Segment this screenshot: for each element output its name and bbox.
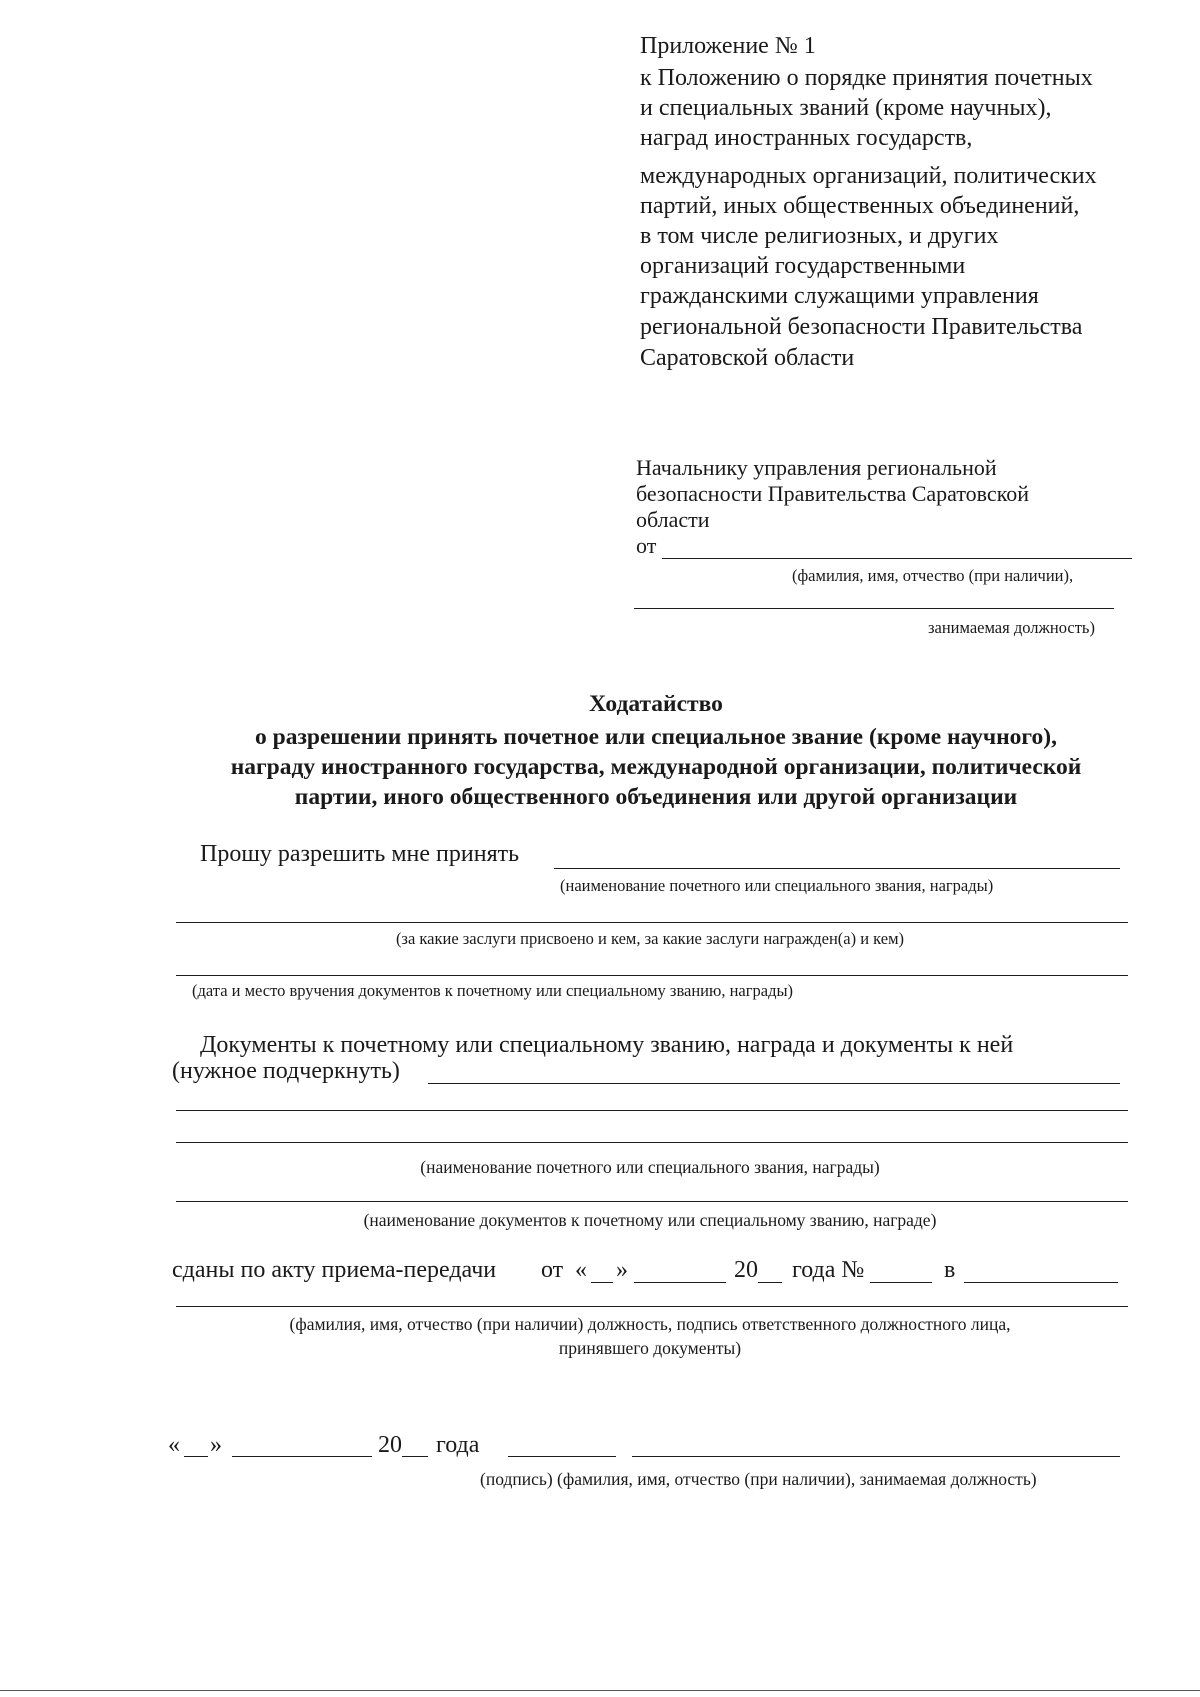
request-text: Прошу разрешить мне принять xyxy=(200,841,520,867)
signature-caption: (подпись) (фамилия, имя, отчество (при наличии), занимаемая должность) xyxy=(480,1469,1037,1489)
act-number-field[interactable] xyxy=(870,1282,932,1283)
document-title: Ходатайство xyxy=(589,691,723,717)
addressee-line: Начальнику управления региональной xyxy=(636,455,997,480)
sign-year-word: года xyxy=(436,1432,480,1458)
appendix-line: организаций государственными xyxy=(640,253,966,279)
documents-field[interactable] xyxy=(176,1142,1128,1143)
from-position-field[interactable] xyxy=(634,608,1114,609)
award-name-field[interactable] xyxy=(554,868,1120,869)
merits-field[interactable] xyxy=(176,922,1128,923)
appendix-line: в том числе религиозных, и других xyxy=(640,223,999,249)
sign-day-field[interactable] xyxy=(184,1456,208,1457)
signer-name-field[interactable] xyxy=(632,1456,1120,1457)
act-caption-line: (фамилия, имя, отчество (при наличии) должность, подпись ответственного должностного лица, xyxy=(289,1314,1011,1334)
signature-field[interactable] xyxy=(508,1456,616,1457)
act-day-field[interactable] xyxy=(591,1282,613,1283)
from-position-caption: занимаемая должность) xyxy=(928,618,1095,637)
sign-month-field[interactable] xyxy=(232,1456,372,1457)
act-quote-close: » xyxy=(616,1257,628,1283)
appendix-line: Саратовской области xyxy=(640,345,855,371)
addressee-line: области xyxy=(636,507,710,532)
sign-quote-open: « xyxy=(168,1432,180,1458)
appendix-line: международных организаций, политических xyxy=(640,163,1097,189)
appendix-line: партий, иных общественных объединений, xyxy=(640,193,1080,219)
appendix-title: Приложение № 1 xyxy=(640,33,816,59)
document-subtitle-line: партии, иного общественного объединения или другой организации xyxy=(294,784,1018,810)
documents-list-field[interactable] xyxy=(176,1201,1128,1202)
act-place-field[interactable] xyxy=(964,1282,1118,1283)
appendix-line: региональной безопасности Правительства xyxy=(640,314,1083,340)
appendix-line: к Положению о порядке принятия почетных xyxy=(640,65,1093,91)
documents-title-caption: (наименование почетного или специального звания, награды) xyxy=(420,1157,880,1177)
date-place-field[interactable] xyxy=(176,975,1128,976)
act-year-word: года № xyxy=(792,1257,865,1283)
act-from: от xyxy=(541,1257,564,1283)
page-bottom-edge xyxy=(0,1690,1200,1691)
merits-caption: (за какие заслуги присвоено и кем, за какие заслуги награжден(а) и кем) xyxy=(395,929,905,948)
appendix-line: наград иностранных государств, xyxy=(640,125,973,151)
act-year-field[interactable] xyxy=(758,1282,782,1283)
sign-year-field[interactable] xyxy=(402,1456,428,1457)
documents-field[interactable] xyxy=(176,1110,1128,1111)
from-name-field[interactable] xyxy=(662,558,1132,559)
from-name-caption: (фамилия, имя, отчество (при наличии), xyxy=(792,566,1074,585)
documents-list-caption: (наименование документов к почетному или специальному званию, награде) xyxy=(363,1210,937,1230)
from-label: от xyxy=(636,533,657,558)
act-official-field[interactable] xyxy=(176,1306,1128,1307)
act-quote-open: « xyxy=(575,1257,587,1283)
act-caption-line: принявшего документы) xyxy=(558,1338,742,1358)
addressee-line: безопасности Правительства Саратовской xyxy=(636,481,1030,506)
documents-text-line: (нужное подчеркнуть) xyxy=(172,1058,400,1084)
date-place-caption: (дата и место вручения документов к почетному или специальному званию, награды) xyxy=(192,981,794,1000)
document-subtitle-line: о разрешении принять почетное или специальное звание (кроме научного), xyxy=(255,724,1057,750)
act-month-field[interactable] xyxy=(634,1282,726,1283)
sign-quote-close: » xyxy=(210,1432,222,1458)
act-in-word: в xyxy=(944,1257,956,1283)
documents-text-line: Документы к почетному или специальному званию, награда и документы к ней xyxy=(200,1032,1014,1058)
appendix-line: и специальных званий (кроме научных), xyxy=(640,95,1052,121)
appendix-line: гражданскими служащими управления xyxy=(640,283,1039,309)
award-name-caption: (наименование почетного или специального звания, награды) xyxy=(560,876,994,895)
act-text: сданы по акту приема-передачи xyxy=(172,1257,497,1283)
document-subtitle-line: награду иностранного государства, международной организации, политической xyxy=(230,754,1082,780)
sign-year-prefix: 20 xyxy=(378,1432,402,1458)
act-year-prefix: 20 xyxy=(734,1257,758,1283)
documents-field[interactable] xyxy=(428,1083,1120,1084)
